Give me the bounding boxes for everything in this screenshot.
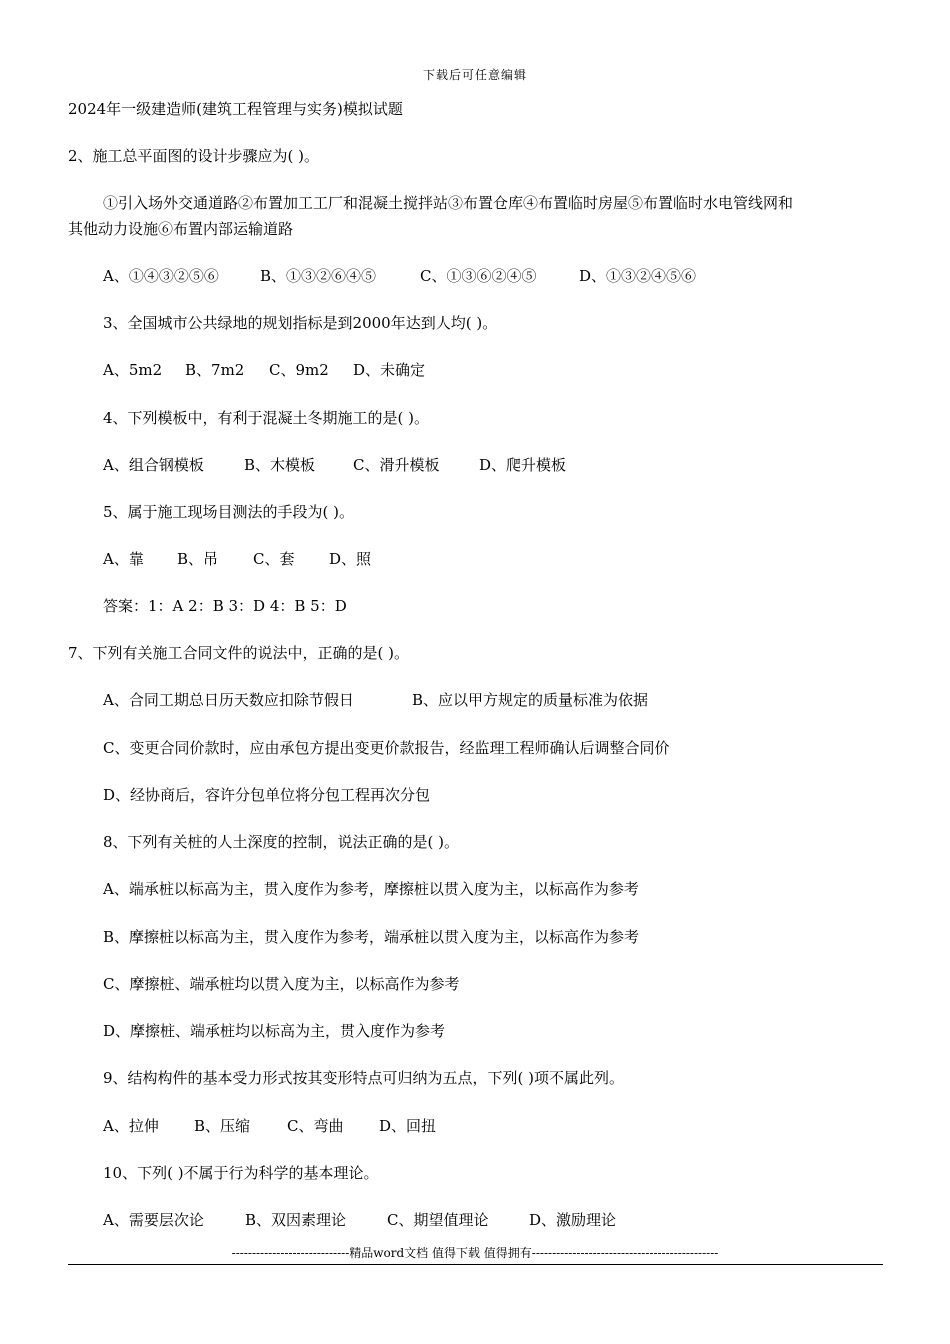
question-7-option-d: D、经协商后，容许分包单位将分包工程再次分包 — [103, 786, 431, 804]
question-8-option-c: C、摩擦桩、端承桩均以贯入度为主，以标高作为参考 — [103, 975, 460, 993]
question-2-steps-line-2: 其他动力设施⑥布置内部运输道路 — [68, 220, 294, 238]
question-7-option-a: A、合同工期总日历天数应扣除节假日 — [103, 691, 354, 709]
question-3-stem: 3、全国城市公共绿地的规划指标是到2000年达到人均( )。 — [103, 314, 498, 332]
question-3-option-c: C、9m2 — [269, 361, 329, 379]
question-4-option-c: C、滑升模板 — [353, 456, 440, 474]
question-8-option-a: A、端承桩以标高为主，贯入度作为参考，摩擦桩以贯入度为主，以标高作为参考 — [103, 880, 639, 898]
question-2-steps-line-1: ①引入场外交通道路②布置加工工厂和混凝土搅拌站③布置仓库④布置临时房屋⑤布置临时水电管线网和 — [103, 194, 794, 212]
question-5-options — [103, 549, 371, 569]
footer-rule — [68, 1264, 883, 1265]
answer-key: 答案：1：A 2：B 3：D 4：B 5：D — [103, 597, 347, 615]
question-2-option-a: A、①④③②⑤⑥ — [103, 267, 219, 285]
question-9-stem: 9、结构构件的基本受力形式按其变形特点可归纳为五点，下列( )项不属此列。 — [103, 1069, 625, 1087]
question-5-option-a: A、靠 — [103, 550, 144, 568]
question-10-option-d: D、激励理论 — [529, 1211, 617, 1229]
question-10-option-c: C、期望值理论 — [387, 1211, 489, 1229]
question-5-stem: 5、属于施工现场目测法的手段为( )。 — [103, 503, 355, 521]
question-3-option-b: B、7m2 — [185, 361, 245, 379]
question-10-option-b: B、双因素理论 — [245, 1211, 347, 1229]
question-7-option-c: C、变更合同价款时，应由承包方提出变更价款报告，经监理工程师确认后调整合同价 — [103, 739, 670, 757]
question-9-option-d: D、回扭 — [379, 1117, 437, 1135]
question-4-option-b: B、木模板 — [244, 456, 316, 474]
question-10-options — [103, 1210, 616, 1230]
question-8-option-d: D、摩擦桩、端承桩均以标高为主，贯入度作为参考 — [103, 1022, 446, 1040]
question-3-option-d: D、未确定 — [353, 361, 426, 379]
question-9-option-b: B、压缩 — [194, 1117, 251, 1135]
document-title: 2024年一级建造师(建筑工程管理与实务)模拟试题 — [68, 100, 403, 118]
question-4-option-a: A、组合钢模板 — [103, 456, 204, 474]
question-3-option-a: A、5m2 — [103, 361, 163, 379]
question-2-option-d: D、①③②④⑤⑥ — [579, 267, 697, 285]
question-9-options — [103, 1116, 436, 1136]
question-9-option-a: A、拉伸 — [103, 1117, 159, 1135]
question-9-option-c: C、弯曲 — [287, 1117, 344, 1135]
question-7-stem: 7、下列有关施工合同文件的说法中，正确的是( )。 — [68, 644, 410, 662]
question-3-options — [103, 360, 425, 380]
question-2-option-b: B、①③②⑥④⑤ — [260, 267, 377, 285]
question-5-option-d: D、照 — [329, 550, 372, 568]
question-7-options-ab — [103, 690, 648, 710]
question-4-stem: 4、下列模板中，有利于混凝土冬期施工的是( )。 — [103, 409, 430, 427]
question-8-stem: 8、下列有关桩的人土深度的控制，说法正确的是( )。 — [103, 833, 460, 851]
footer-text: -----------------------------精品word文档 值得下载 值得拥有---------------------------------------------- — [231, 1246, 719, 1260]
question-7-option-b: B、应以甲方规定的质量标准为依据 — [412, 691, 649, 709]
question-2-options — [103, 266, 696, 286]
question-4-options — [103, 455, 566, 475]
question-10-stem: 10、下列( )不属于行为科学的基本理论。 — [103, 1164, 379, 1182]
question-5-option-b: B、吊 — [177, 550, 219, 568]
question-2-stem: 2、施工总平面图的设计步骤应为( )。 — [68, 147, 320, 165]
header-note: 下载后可任意编辑 — [422, 68, 527, 82]
question-4-option-d: D、爬升模板 — [479, 456, 567, 474]
question-10-option-a: A、需要层次论 — [103, 1211, 204, 1229]
question-8-option-b: B、摩擦桩以标高为主，贯入度作为参考，端承桩以贯入度为主，以标高作为参考 — [103, 928, 640, 946]
question-2-option-c: C、①③⑥②④⑤ — [420, 267, 537, 285]
question-5-option-c: C、套 — [253, 550, 295, 568]
